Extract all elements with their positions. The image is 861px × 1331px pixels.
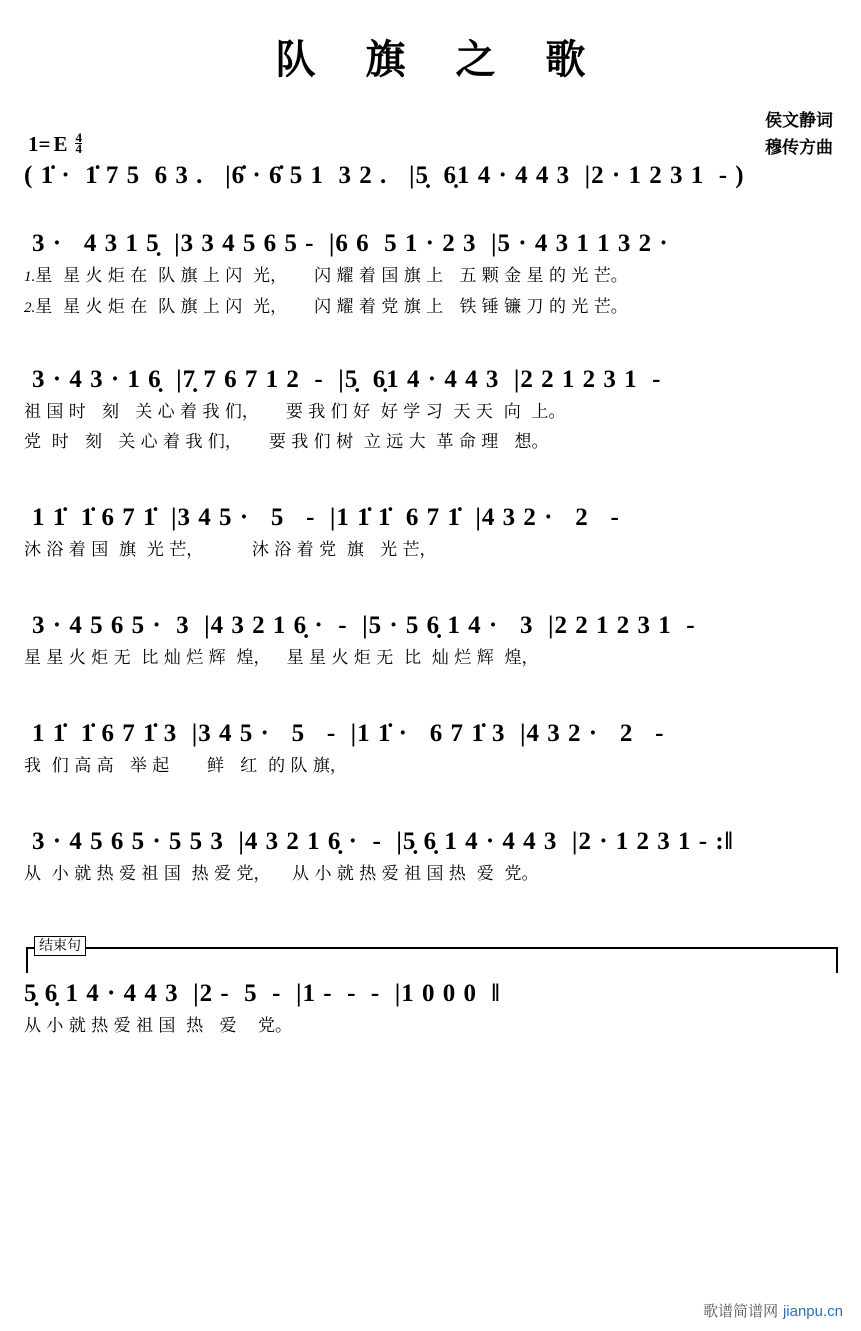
lyric-text: 星 星 火 炬 无 比 灿 烂 辉 煌， 星 星 火 炬 无 比 灿 烂 辉 煌，: [24, 648, 539, 668]
meter-numerator: 4: [75, 130, 82, 145]
music-system-6: [24, 825, 837, 889]
lyricist-credit: 侯文静词: [765, 111, 833, 131]
notation-line: 3 · 4 3 · 1 6̣ |7̣ 7 6 7 1 2 - |5̣ 6̣1 4 · 4 4 3 |2 2 1 2 3 1 -: [32, 366, 662, 393]
notation-line: 3 · 4 3 1 5̣ |3 3 4 5 6 5 - |6 6 5 1 · 2 3 |5 · 4 3 1 1 3 2 ·: [32, 230, 669, 257]
lyric-line: 从 小 就 热 爱 祖 国 热 爱 党。: [24, 1016, 293, 1036]
notation-line: 3 · 4 5 6 5 · 5 5 3 |4 3 2 1 6̣ · - |5̣ 6̣ 1 4 · 4 4 3 |2 · 1 2 3 1 - :‖: [32, 828, 734, 855]
verse-number: 2.: [24, 300, 36, 316]
ending-label: 结束句: [34, 936, 86, 956]
lyric-text: 祖 国 时 刻 关 心 着 我 们， 要 我 们 好 好 学 习 天 天 向 上。: [24, 402, 566, 422]
notation-line: ( 1̇ · 1̇ 7 5 6 3 . |6̇ · 6̇ 5 1 3 2 . |5̣ 6̣1 4 · 4 4 3 |2 · 1 2 3 1 - ): [24, 162, 745, 189]
time-signature: [75, 130, 82, 156]
lyric-text: 从 小 就 热 爱 祖 国 热 爱 党， 从 小 就 热 爱 祖 国 热 爱 党。: [24, 864, 539, 884]
site-watermark: [703, 1300, 843, 1321]
key-signature: [28, 132, 82, 157]
lyric-text: 星 星 火 炬 在 队 旗 上 闪 光， 闪 耀 着 党 旗 上 铁 锤 镰 刀 的 光 芒。: [35, 297, 628, 317]
music-system-1: [24, 227, 837, 323]
ending-section: [24, 938, 837, 1041]
lyric-text: 我 们 高 高 举 起 鲜 红 的 队 旗，: [24, 756, 347, 776]
composer-credit: 穆传方曲: [765, 138, 833, 158]
verse-number: 1.: [24, 269, 36, 285]
music-system-2: [24, 363, 837, 457]
lyric-line: [24, 643, 837, 673]
notation-line: 5̣ 6̣ 1 4 · 4 4 3 |2 - 5 - |1 - - - |1 0 0 0 ‖: [24, 980, 501, 1007]
meter-denominator: 4: [75, 141, 82, 156]
notation-line: 3 · 4 5 6 5 · 3 |4 3 2 1 6̣ · - |5 · 5 6̣ 1 4 · 3 |2 2 1 2 3 1 -: [32, 612, 696, 639]
music-system-5: [24, 717, 837, 781]
music-system-intro: [24, 159, 837, 193]
lyric-line: [24, 292, 837, 323]
page-title: 队 旗 之 歌: [275, 37, 604, 83]
site-name-cn: 歌谱简谱网: [703, 1302, 779, 1320]
lyric-line: [24, 535, 837, 565]
lyric-text: 党 时 刻 关 心 着 我 们， 要 我 们 树 立 远 大 革 命 理 想。: [24, 432, 549, 452]
lyric-text: 星 星 火 炬 在 队 旗 上 闪 光， 闪 耀 着 国 旗 上 五 颗 金 星 的 光 芒。: [35, 266, 628, 286]
lyric-line: [24, 397, 837, 427]
music-system-3: [24, 501, 837, 565]
lyric-text: 沐 浴 着 国 旗 光 芒， 沐 浴 着 党 旗 光 芒，: [24, 540, 437, 560]
key-tonic: E: [53, 132, 68, 156]
music-system-4: [24, 609, 837, 673]
ending-bracket: [26, 947, 838, 973]
site-url: jianpu.cn: [782, 1303, 843, 1320]
credits-block: [765, 108, 833, 162]
key-label: 1=: [28, 132, 51, 156]
notation-line: 1 1̇ 1̇ 6 7 1̇ |3 4 5 · 5 - |1 1̇ 1̇ 6 7 1̇ |4 3 2 · 2 -: [32, 504, 620, 531]
notation-line: 1 1̇ 1̇ 6 7 1̇ 3 |3 4 5 · 5 - |1 1̇ · 6 7 1̇ 3 |4 3 2 · 2 -: [32, 720, 665, 747]
lyric-line: [24, 261, 837, 292]
lyric-line: [24, 859, 837, 889]
lyric-line: [24, 751, 837, 781]
lyric-line: [24, 427, 837, 457]
